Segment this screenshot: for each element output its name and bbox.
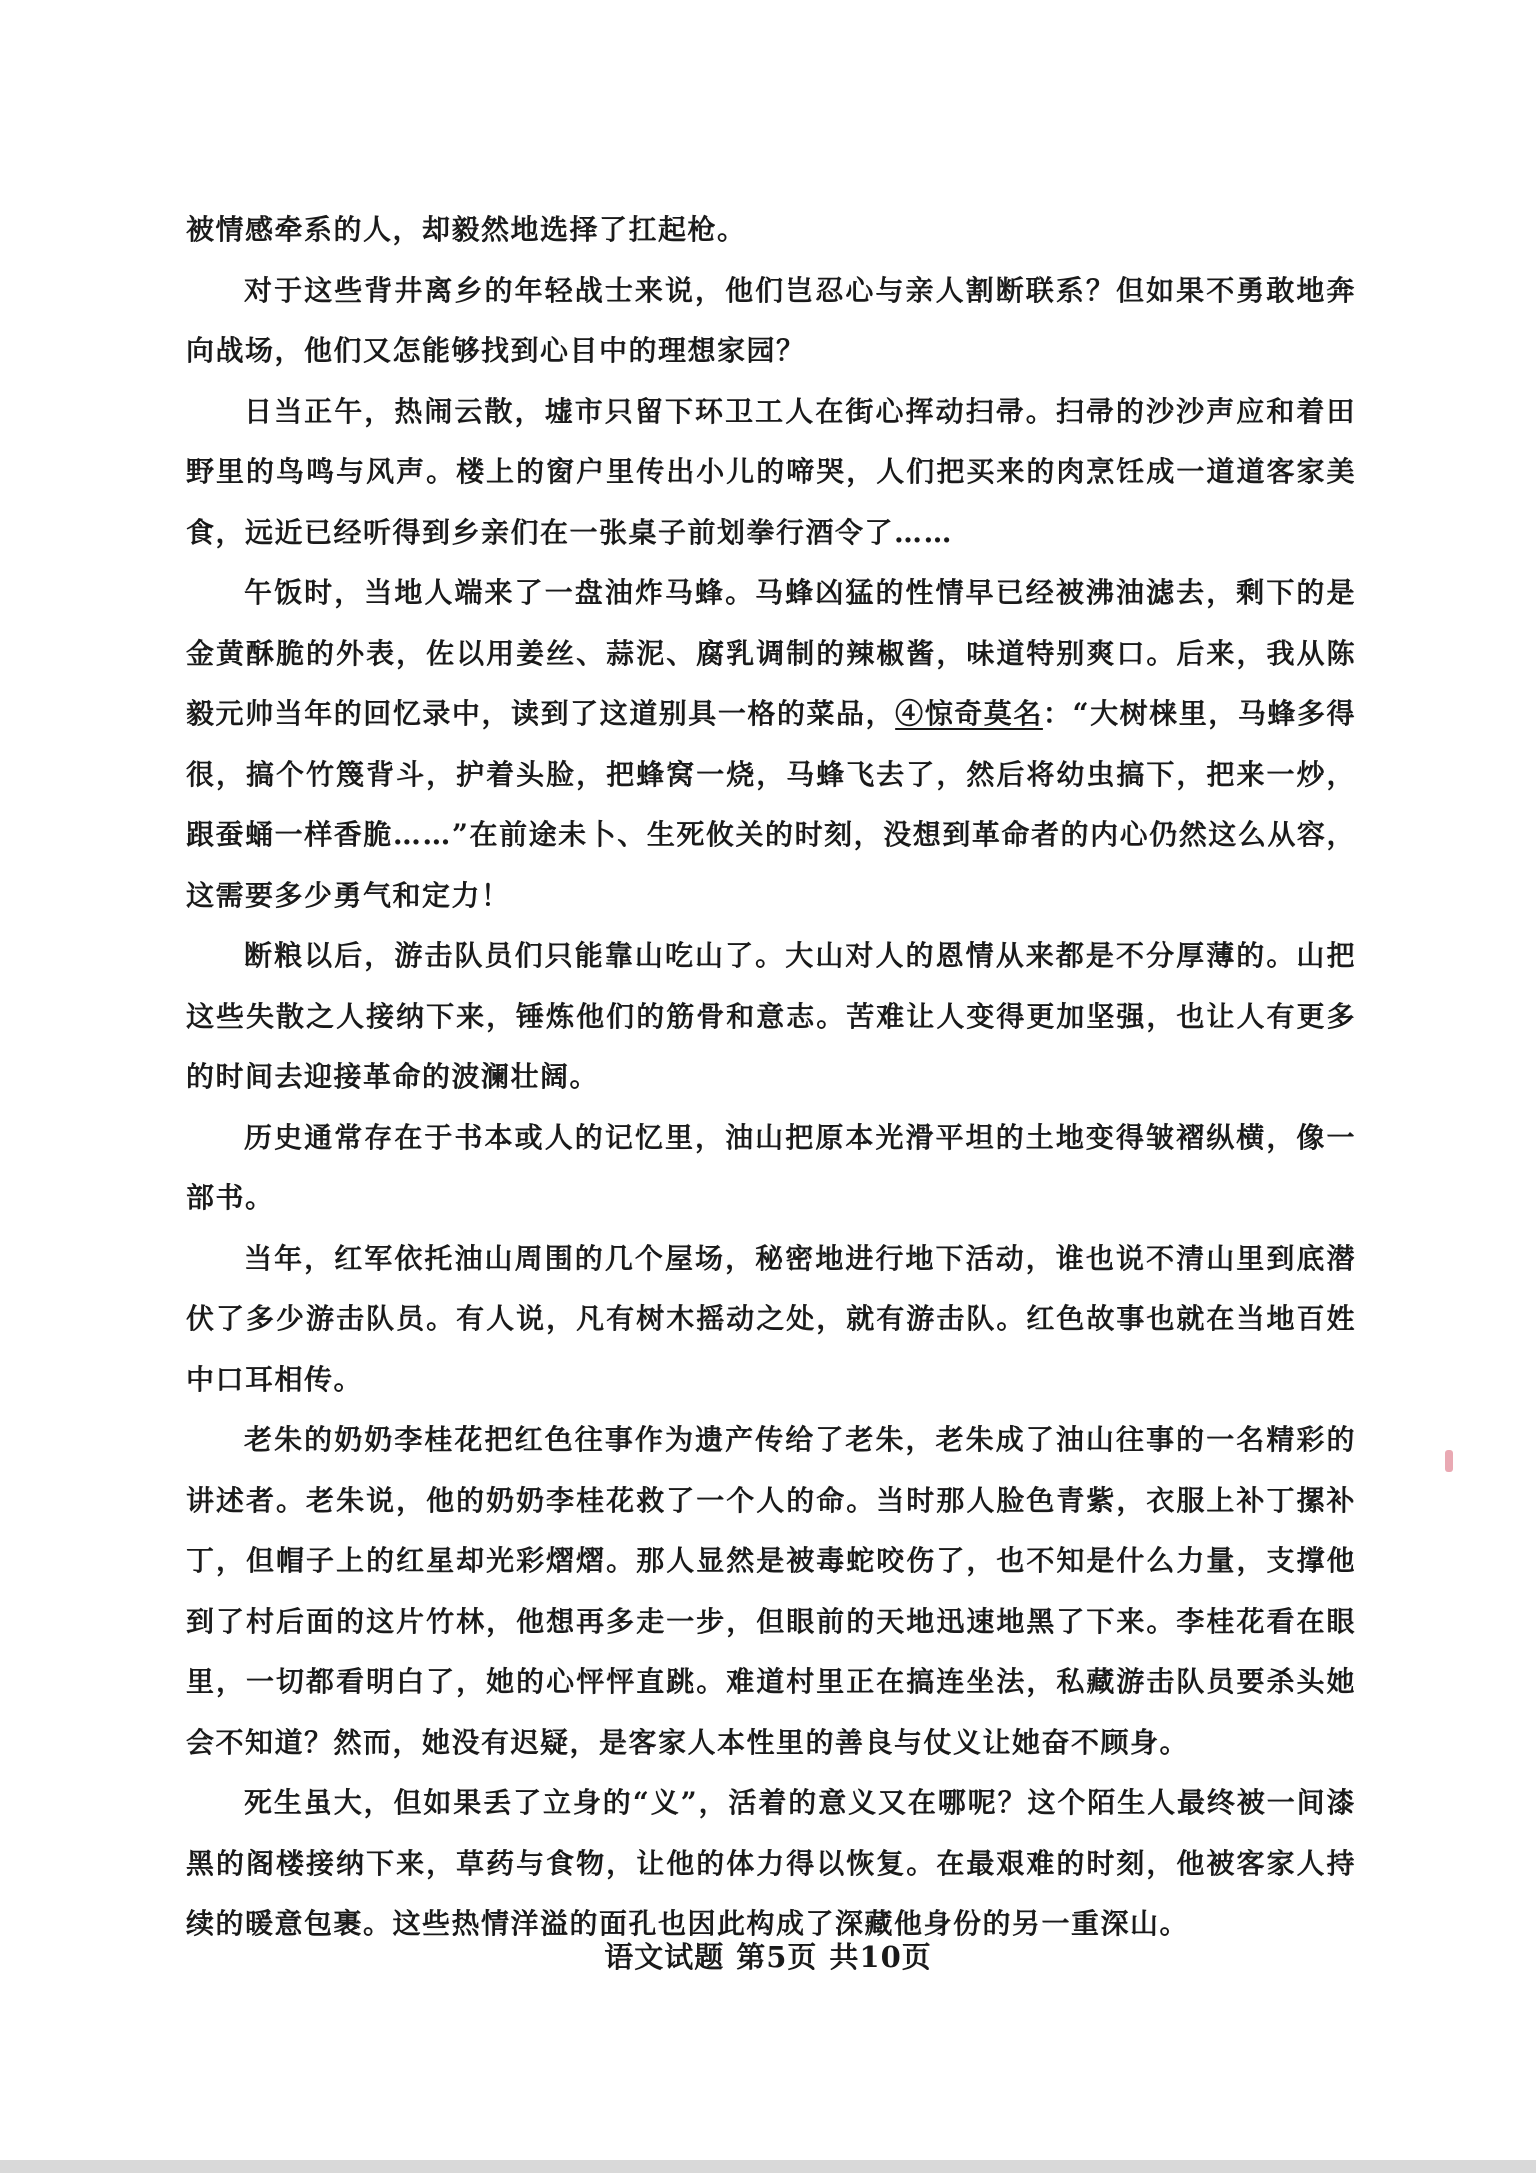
paragraph-4-part-1: 午饭时，当地人端来了一盘油炸马蜂。马蜂凶猛的性情早已经被沸油滤去，剩下的是金黄酥脆的外表，佐以用姜丝、蒜泥、腐乳调制的辣椒酱，味道特别爽口。后来，我从陈毅元帅当年的回忆录中，读到了这道别具一格的菜品，	[186, 576, 1356, 730]
article-body	[186, 200, 1356, 1955]
paragraph-8: 老朱的奶奶李桂花把红色往事作为遗产传给了老朱，老朱成了油山往事的一名精彩的讲述者。老朱说，他的奶奶李桂花救了一个人的命。当时那人脸色青紫，衣服上补丁摞补丁，但帽子上的红星却光彩熠熠。那人显然是被毒蛇咬伤了，也不知是什么力量，支撑他到了村后面的这片竹林，他想再多走一步，但眼前的天地迅速地黑了下来。李桂花看在眼里，一切都看明白了，她的心怦怦直跳。难道村里正在搞连坐法，私藏游击队员要杀头她会不知道？然而，她没有迟疑，是客家人本性里的善良与仗义让她奋不顾身。	[186, 1423, 1356, 1759]
scan-bottom-edge	[0, 2160, 1536, 2173]
page-footer	[0, 1935, 1536, 1976]
paragraph-7: 当年，红军依托油山周围的几个屋场，秘密地进行地下活动，谁也说不清山里到底潜伏了多少游击队员。有人说，凡有树木摇动之处，就有游击队。红色故事也就在当地百姓中口耳相传。	[186, 1241, 1356, 1396]
scan-mark	[1445, 1450, 1453, 1472]
footer-total-pages: 共10页	[829, 1940, 932, 1974]
footer-subject: 语文试题	[604, 1940, 725, 1974]
paragraph-9: 死生虽大，但如果丢了立身的“义”，活着的意义又在哪呢？这个陌生人最终被一间漆黑的阁楼接纳下来，草药与食物，让他的体力得以恢复。在最艰难的时刻，他被客家人持续的暖意包裹。这些热情洋溢的面孔也因此构成了深藏他身份的另一重深山。	[186, 1786, 1356, 1940]
paragraph-4-part-2: ：“大树梾里，马蜂多得很，搞个竹篾背斗，护着头脸，把蜂窝一烧，马蜂飞去了，然后将幼虫搞下，把来一炒，跟蚕蛹一样香脆……”在前途未卜、生死攸关的时刻，没想到革命者的内心仍然这么从容，这需要多少勇气和定力！	[186, 697, 1356, 912]
footer-page-number: 第5页	[736, 1940, 818, 1974]
paragraph-5: 断粮以后，游击队员们只能靠山吃山了。大山对人的恩情从来都是不分厚薄的。山把这些失散之人接纳下来，锤炼他们的筋骨和意志。苦难让人变得更加坚强，也让人有更多的时间去迎接革命的波澜壮阔。	[186, 939, 1356, 1093]
paragraph-6: 历史通常存在于书本或人的记忆里，油山把原本光滑平坦的土地变得皱褶纵横，像一部书。	[186, 1120, 1356, 1214]
paragraph-4	[186, 563, 1356, 926]
paragraph-1: 被情感牵系的人，却毅然地选择了扛起枪。	[186, 213, 747, 246]
underlined-phrase-4: ④惊奇莫名	[895, 697, 1043, 730]
paragraph-2: 对于这些背井离乡的年轻战士来说，他们岂忍心与亲人割断联系？但如果不勇敢地奔向战场，他们又怎能够找到心目中的理想家园？	[186, 273, 1356, 367]
paragraph-3: 日当正午，热闹云散，墟市只留下环卫工人在街心挥动扫帚。扫帚的沙沙声应和着田野里的鸟鸣与风声。楼上的窗户里传出小儿的啼哭，人们把买来的肉烹饪成一道道客家美食，远近已经听得到乡亲们在一张桌子前划拳行酒令了……	[186, 394, 1356, 549]
